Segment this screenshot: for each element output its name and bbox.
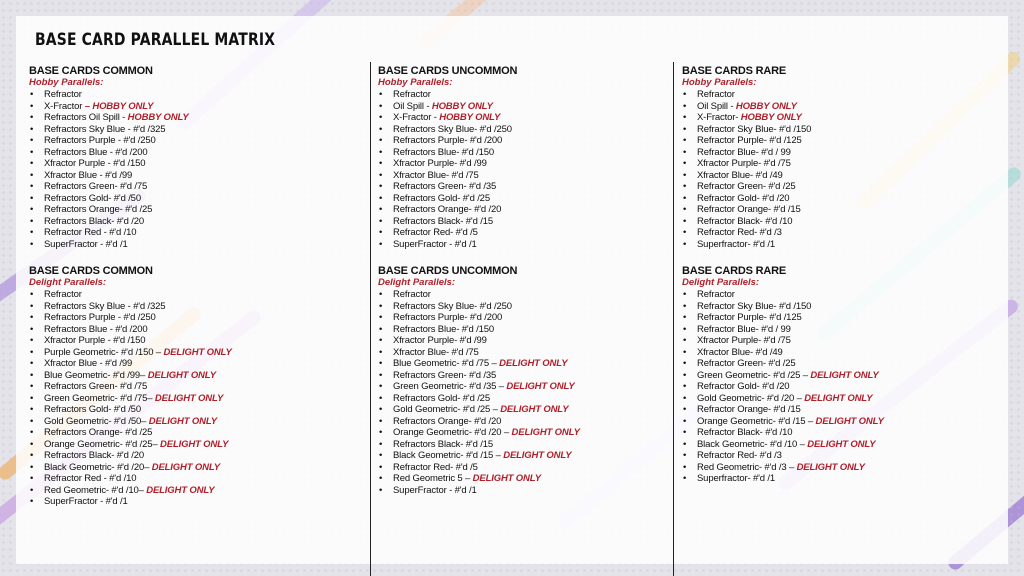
parallel-name: Green Geometric- #'d /75– [44,392,155,404]
parallel-name: Refractors Gold- #'d /50 [44,192,141,204]
parallel-name: Refractors Green- #'d /35 [393,369,497,381]
parallel-item [378,147,668,159]
exclusive-note: DELIGHT ONLY [472,473,541,484]
parallel-item [682,347,1002,359]
parallel-item [378,135,668,147]
exclusive-note: DELIGHT ONLY [796,461,865,473]
parallel-item [378,301,668,313]
section-heading: BASE CARDS COMMON [29,65,153,77]
parallel-item [682,370,1002,382]
parallel-name: Xfractor Blue- #'d /49 [697,346,783,358]
parallel-name: Refractor [44,289,82,300]
parallel-name: Red Geometric- #'d /3 – [697,461,797,473]
section-heading: BASE CARDS RARE [682,65,786,77]
parallel-name: Refractors Gold- #'d /25 [393,392,490,404]
parallel-name: Xfractor Blue- #'d /75 [393,169,479,181]
parallel-item [682,301,1002,313]
parallel-list [378,289,668,496]
column-common [29,65,364,508]
parallel-item [378,439,668,451]
parallel-name: Refractors Sky Blue- #'d /250 [393,300,512,312]
parallel-item [378,393,668,405]
parallel-name: Refractors Orange- #'d /20 [393,415,502,427]
parallel-name: Refractors Purple - #'d /250 [44,135,156,146]
parallel-item [682,450,1002,462]
parallel-item [29,289,364,301]
parallel-item [29,112,364,124]
parallel-name: Xfractor Blue- #'d /49 [697,169,783,181]
parallel-item [378,473,668,485]
parallel-item [378,89,668,101]
parallel-item [29,485,364,497]
parallel-item [378,416,668,428]
parallel-item [29,312,364,324]
parallel-name: Refractors Black- #'d /20 [44,450,144,461]
parallel-name: Refractor [697,89,735,100]
parallel-name: Black Geometric- #'d /10 – [697,438,808,450]
parallel-name: Refractor Red- #'d /3 [697,227,782,238]
parallel-name: Gold Geometric- #'d /50– [44,415,149,427]
parallel-item [29,170,364,182]
exclusive-note: DELIGHT ONLY [503,450,572,461]
parallel-item [378,312,668,324]
parallel-list [29,289,364,508]
parallel-item [682,312,1002,324]
parallel-name: Refractors Purple- #'d /200 [393,135,503,146]
parallel-name: Refractors Blue- #'d /150 [393,146,495,158]
parallel-item [29,324,364,336]
parallel-item [682,147,1002,159]
exclusive-note: DELIGHT ONLY [810,369,879,381]
exclusive-note: DELIGHT ONLY [160,438,229,450]
parallel-item [378,158,668,170]
parallel-name: X-Fractor - [393,112,440,123]
parallel-item [682,89,1002,101]
exclusive-note: DELIGHT ONLY [147,369,216,381]
parallel-name: Red Geometric- #'d /10– [44,484,147,496]
parallel-name: Xfractor Purple - #'d /150 [44,158,146,169]
parallel-name: Refractor Purple- #'d /125 [697,135,802,146]
parallel-item [682,324,1002,336]
section-heading: BASE CARDS UNCOMMON [378,265,518,277]
parallel-name: Refractors Blue - #'d /200 [44,146,148,158]
exclusive-note: DELIGHT ONLY [807,438,876,450]
parallel-item [378,101,668,113]
parallel-item [378,462,668,474]
parallel-item [682,135,1002,147]
parallel-name: Refractors Sky Blue - #'d /325 [44,123,166,135]
parallel-name: Xfractor Purple - #'d /150 [44,335,146,346]
parallel-name: Xfractor Purple- #'d /99 [393,158,487,169]
section-subheading: Hobby Parallels: [29,77,104,88]
parallel-name: Refractor Sky Blue- #'d /150 [697,123,812,135]
parallel-name: Xfractor Blue - #'d /99 [44,358,133,369]
parallel-name: Red Geometric 5 – [393,473,473,484]
parallel-name: Gold Geometric- #'d /25 – [393,404,501,415]
parallel-item [378,427,668,439]
parallel-item [29,147,364,159]
parallel-item [378,170,668,182]
parallel-name: Refractors Green- #'d /75 [44,181,148,192]
parallel-name: Green Geometric- #'d /35 – [393,381,507,392]
exclusive-note: DELIGHT ONLY [146,484,215,496]
parallel-item [682,358,1002,370]
parallel-name: Oil Spill - [393,100,432,112]
parallel-item [29,204,364,216]
parallel-item [378,112,668,124]
exclusive-note: – HOBBY ONLY [82,100,154,112]
parallel-name: Gold Geometric- #'d /20 – [697,392,805,404]
parallel-item [29,473,364,485]
parallel-name: Refractor Red - #'d /10 [44,473,137,484]
exclusive-note: DELIGHT ONLY [163,346,232,358]
parallel-item [29,381,364,393]
parallel-name: Refractors Black- #'d /15 [393,215,493,227]
parallel-item [29,439,364,451]
parallel-name: Refractor [697,289,735,300]
parallel-item [29,158,364,170]
column-rare [682,65,1002,485]
parallel-name: Xfractor Blue- #'d /75 [393,346,479,358]
parallel-item [682,381,1002,393]
exclusive-note: HOBBY ONLY [735,100,797,112]
parallel-item [682,112,1002,124]
parallel-item [378,485,668,497]
parallel-item [29,101,364,113]
exclusive-note: HOBBY ONLY [740,112,802,123]
column-divider-1 [370,62,371,576]
parallel-item [682,227,1002,239]
parallel-name: Refractors Gold- #'d /25 [393,192,490,204]
parallel-name: Refractors Orange- #'d /20 [393,204,502,215]
parallel-name: Refractor Green- #'d /25 [697,358,796,369]
column-uncommon [378,65,668,496]
parallel-item [378,370,668,382]
parallel-list [29,89,364,250]
parallel-name: Refractors Black- #'d /20 [44,215,144,227]
parallel-name: Refractors Purple - #'d /250 [44,312,156,323]
parallel-name: Refractor Orange- #'d /15 [697,204,801,215]
parallel-section [682,65,1002,250]
parallel-item [682,239,1002,251]
parallel-item [29,450,364,462]
column-divider-2 [673,62,674,576]
parallel-name: Refractors Sky Blue - #'d /325 [44,300,166,312]
parallel-item [378,227,668,239]
exclusive-note: HOBBY ONLY [439,112,501,123]
parallel-item [29,358,364,370]
parallel-item [29,124,364,136]
parallel-name: Refractors Orange- #'d /25 [44,204,153,215]
parallel-name: SuperFractor - #'d /1 [44,496,128,507]
parallel-name: Refractor [393,289,431,300]
parallel-item [682,439,1002,451]
parallel-item [29,239,364,251]
parallel-name: Orange Geometric- #'d /15 – [697,415,816,427]
parallel-name: Refractors Blue - #'d /200 [44,323,148,335]
exclusive-note: DELIGHT ONLY [815,415,884,427]
parallel-name: Refractor Green- #'d /25 [697,181,796,192]
parallel-name: Refractor Red- #'d /5 [393,461,478,473]
parallel-item [29,427,364,439]
parallel-item [682,289,1002,301]
parallel-item [378,289,668,301]
parallel-item [378,381,668,393]
parallel-name: X-Fractor [44,100,83,112]
parallel-name: Refractor Gold- #'d /20 [697,381,790,392]
parallel-name: Blue Geometric- #'d /75 – [393,358,500,369]
section-subheading: Delight Parallels: [682,277,760,288]
parallel-item [29,370,364,382]
parallel-name: Refractors Oil Spill - [44,112,128,123]
parallel-list [378,89,668,250]
parallel-name: Refractor Red- #'d /5 [393,227,478,238]
exclusive-note: DELIGHT ONLY [506,381,575,392]
parallel-item [682,124,1002,136]
parallel-name: SuperFractor - #'d /1 [44,238,128,250]
parallel-item [29,135,364,147]
parallel-item [29,89,364,101]
parallel-item [29,496,364,508]
exclusive-note: DELIGHT ONLY [151,461,220,473]
parallel-name: Refractors Purple- #'d /200 [393,312,503,323]
parallel-item [378,404,668,416]
section-subheading: Hobby Parallels: [378,77,453,88]
parallel-item [682,427,1002,439]
parallel-item [682,404,1002,416]
parallel-name: Superfractor- #'d /1 [697,238,776,250]
parallel-item [29,216,364,228]
parallel-name: SuperFractor - #'d /1 [393,484,477,496]
parallel-item [378,347,668,359]
parallel-name: Orange Geometric- #'d /25– [44,438,161,450]
parallel-item [682,473,1002,485]
exclusive-note: DELIGHT ONLY [148,415,217,427]
parallel-name: Xfractor Purple- #'d /99 [393,335,487,346]
parallel-item [29,347,364,359]
parallel-name: Refractor Gold- #'d /20 [697,192,790,204]
parallel-name: Refractors Orange- #'d /25 [44,427,153,438]
parallel-item [378,193,668,205]
parallel-item [29,301,364,313]
parallel-item [378,335,668,347]
parallel-name: Xfractor Blue - #'d /99 [44,169,133,181]
exclusive-note: DELIGHT ONLY [154,392,224,404]
parallel-name: Refractor [44,89,82,100]
parallel-section [29,65,364,250]
exclusive-note: DELIGHT ONLY [499,358,568,369]
section-heading: BASE CARDS COMMON [29,265,153,277]
parallel-item [682,204,1002,216]
section-subheading: Delight Parallels: [378,277,456,288]
parallel-item [29,404,364,416]
parallel-name: Refractor Red- #'d /3 [697,450,782,461]
parallel-name: Refractor Sky Blue- #'d /150 [697,300,812,312]
parallel-name: Refractors Gold- #'d /50 [44,404,141,415]
parallel-name: Xfractor Purple- #'d /75 [697,158,791,169]
parallel-name: Orange Geometric- #'d /20 – [393,427,512,438]
parallel-item [29,416,364,428]
parallel-name: Superfractor- #'d /1 [697,473,776,484]
parallel-item [682,335,1002,347]
parallel-item [378,124,668,136]
section-subheading: Hobby Parallels: [682,77,757,88]
parallel-name: Refractor Blue- #'d / 99 [697,323,791,335]
parallel-item [378,324,668,336]
parallel-name: Refractors Black- #'d /15 [393,438,493,450]
section-heading: BASE CARDS UNCOMMON [378,65,518,77]
parallel-list [682,289,1002,485]
parallel-name: SuperFractor - #'d /1 [393,238,477,250]
parallel-item [378,204,668,216]
parallel-name: Refractor Black- #'d /10 [697,427,793,438]
parallel-section [378,265,668,496]
parallel-item [29,393,364,405]
parallel-name: Refractor Red - #'d /10 [44,227,137,238]
parallel-item [682,216,1002,228]
parallel-name: Green Geometric- #'d /25 – [697,369,811,381]
parallel-name: X-Fractor- [697,112,741,123]
parallel-item [378,239,668,251]
parallel-item [378,181,668,193]
parallel-name: Refractor [393,89,431,100]
parallel-item [378,358,668,370]
section-heading: BASE CARDS RARE [682,265,786,277]
parallel-name: Oil Spill - [697,100,736,112]
parallel-item [378,450,668,462]
parallel-item [29,335,364,347]
exclusive-note: HOBBY ONLY [431,100,493,112]
parallel-item [682,170,1002,182]
parallel-item [378,216,668,228]
parallel-item [682,101,1002,113]
parallel-item [682,462,1002,474]
parallel-item [29,181,364,193]
parallel-section [682,265,1002,485]
parallel-name: Refractor Purple- #'d /125 [697,312,802,323]
parallel-name: Xfractor Purple- #'d /75 [697,335,791,346]
parallel-item [682,393,1002,405]
parallel-name: Black Geometric- #'d /15 – [393,450,504,461]
exclusive-note: DELIGHT ONLY [500,404,569,415]
parallel-item [682,416,1002,428]
parallel-section [29,265,364,508]
exclusive-note: DELIGHT ONLY [804,392,873,404]
parallel-name: Refractors Green- #'d /75 [44,381,148,392]
parallel-item [682,193,1002,205]
page-title: BASE CARD PARALLEL MATRIX [35,30,276,50]
parallel-name: Purple Geometric- #'d /150 – [44,346,164,358]
parallel-item [682,158,1002,170]
parallel-name: Blue Geometric- #'d /99– [44,369,148,381]
parallel-name: Refractor Blue- #'d / 99 [697,146,791,158]
parallel-name: Refractor Orange- #'d /15 [697,404,801,415]
parallel-item [29,227,364,239]
parallel-name: Refractor Black- #'d /10 [697,215,793,227]
parallel-name: Refractors Green- #'d /35 [393,181,497,192]
exclusive-note: HOBBY ONLY [127,112,189,123]
parallel-item [29,193,364,205]
parallel-item [29,462,364,474]
parallel-name: Black Geometric- #'d /20– [44,461,152,473]
parallel-list [682,89,1002,250]
parallel-name: Refractors Blue- #'d /150 [393,323,495,335]
parallel-name: Refractors Sky Blue- #'d /250 [393,123,512,135]
section-subheading: Delight Parallels: [29,277,107,288]
parallel-section [378,65,668,250]
parallel-item [682,181,1002,193]
exclusive-note: DELIGHT ONLY [511,427,580,438]
